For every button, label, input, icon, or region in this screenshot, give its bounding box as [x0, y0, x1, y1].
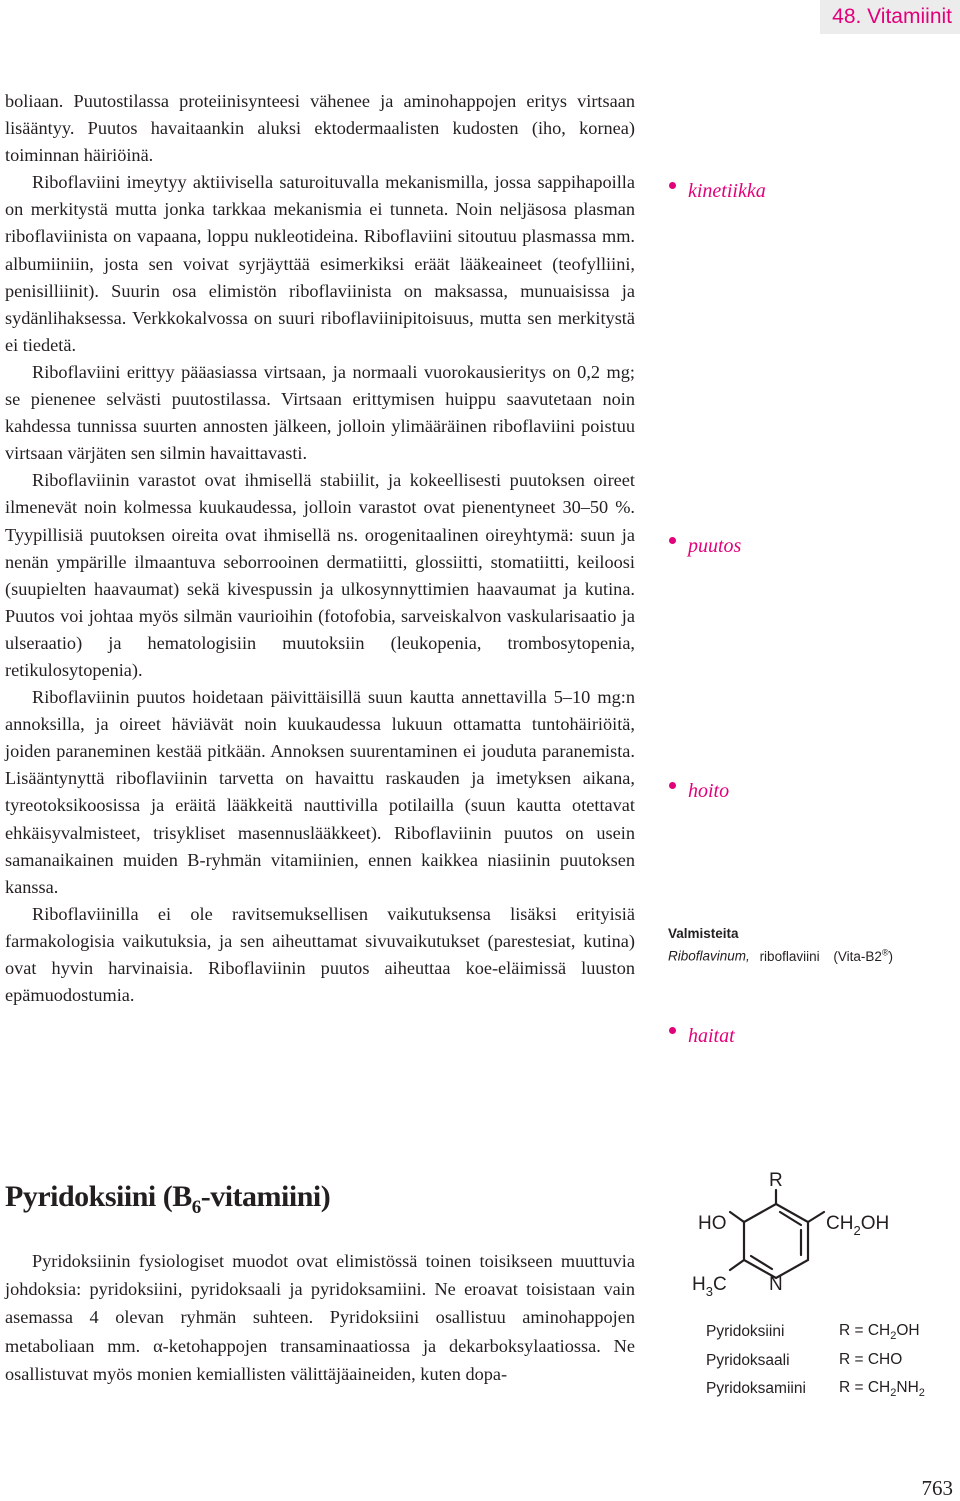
vitamer-r-group: $R = CH_2NH_2$: [839, 1379, 925, 1400]
vitamer-name: Pyridoksiini: [706, 1323, 785, 1341]
margin-note-treatment: [669, 780, 729, 803]
preparation-item: [668, 943, 953, 966]
margin-note-label: kinetiikka: [688, 180, 766, 202]
main-text-column: [5, 88, 635, 1009]
running-head: [820, 0, 960, 34]
paragraph: boliaan. Puutostilassa proteiinisynteesi vähenee ja aminohappojen eritys virtsaan lisääntyy. Puutos havaitaankin aluksi ektodermaalisten kudosten (iho, kornea) toiminnan häiriöinä.: [5, 91, 635, 166]
paragraph: Riboflaviini erittyy pääasiassa virtsaan, ja normaali vuorokausieritys on 0,2 mg; se pienenee selvästi puutostilassa. Virtsaan erittymisen huippu saavutetaan noin kahdessa tunnissa suurten annosten jälkeen, jolloin ylimääräinen riboflaviini poistuu virtsaan värjäten sen silmin havaittavasti.: [5, 361, 635, 464]
bullet-icon: [669, 182, 676, 189]
page-number: 763: [921, 1476, 953, 1500]
section-title: Pyridoksiini $(B_6-vitamiini)$: [5, 1180, 331, 1218]
hydroxyl-label: HO: [698, 1213, 727, 1234]
paragraph: Riboflaviinilla ei ole ravitsemuksellisen vaikutuksensa lisäksi erityisiä farmakologisia vaikutuksia, ja sen aiheuttamat sivuvaikutukset (parestesiat, kutina) ovat hyvin harvinaisia. Riboflaviinin puutos aiheuttaa koe-eläimissä luuston epämuodostumia.: [5, 903, 635, 1006]
nitrogen-label: N: [769, 1274, 783, 1295]
brand-name: (Vita-B2®): [833, 947, 894, 964]
margin-note-kinetics: [669, 180, 766, 203]
margin-note-deficiency: [669, 535, 741, 558]
chapter-title: 48. Vitamiinit: [832, 5, 952, 28]
preparations-box: [668, 924, 953, 966]
bullet-icon: [669, 1027, 676, 1034]
table-row: [706, 1347, 925, 1376]
r-group-label: R: [769, 1170, 783, 1191]
margin-note-label: haitat: [688, 1025, 735, 1047]
table-row: [706, 1318, 925, 1347]
vitamer-r-group: $R = CH_2OH$: [839, 1322, 920, 1343]
paragraph: Riboflaviini imeytyy aktiivisella saturoituvalla mekanismilla, jossa sappihapoilla on merkitystä mutta jonka tarkkaa mekanismia ei tunneta. Noin neljäsosa plasman riboflaviinista on vapaana, loppu nukleotideina. Riboflaviini sitoutuu plasmassa mm. albumiiniin, josta sen voivat syrjäyttää esimerkiksi eräät lääkeaineet (teofylliini, penisilliinit). Suurin osa elimistön riboflaviinista on maksassa, munuaisissa ja sydänlihaksessa. Verkkokalvossa on suuri riboflaviinipitoisuus, mutta sen merkitystä ei tiedetä.: [5, 172, 635, 355]
vitamer-r-group: R = CHO: [839, 1350, 903, 1368]
margin-note-label: puutos: [688, 535, 742, 557]
section-body: [5, 1247, 635, 1388]
vitamer-table: [706, 1318, 925, 1404]
bullet-icon: [669, 537, 676, 544]
bullet-icon: [669, 782, 676, 789]
preparations-heading: Valmisteita: [668, 926, 739, 941]
paragraph: Pyridoksiinin fysiologiset muodot ovat elimistössä toinen toisikseen muuttuvia johdoksia: pyridoksiini, pyridoksaali ja pyridoksamiini. Ne eroavat toisistaan vain asemassa 4 olevan ryhmän suhteen. Pyridoksiini osallistuu aminohappojen metaboliaan mm. α-ketohappojen transaminaatiossa ja dekarboksylaatiossa. Ne osallistuvat myös monien kemiallisten välittäjäaineiden, kuten dopa-: [5, 1251, 635, 1384]
vitamer-name: Pyridoksaali: [706, 1351, 790, 1369]
paragraph: Riboflaviinin varastot ovat ihmisellä stabiilit, ja kokeellisesti puutoksen oireet ilmenevät noin kolmessa kuukaudessa, jolloin varastot ovat pienentyneet 30–50 %. Tyypillisiä puutoksen oireita ovat ihmisellä ns. orogenitaalinen oireyhtymä: suun ja nenän ympärille ilmaantuva seborrooinen dermatiitti, glossiitti, stomatiitti, keiloosi (suupielten haavaumat) sekä kivespussin ja ulkosynnyttimien haavaumat ja kutina. Puutos voi johtaa myös silmän vaurioihin (fotofobia, sarveiskalvon vaskularisaatio ja ulseraatio) ja hematologisiin muutoksiin (leukopenia, trombosytopenia, retikulosytopenia).: [5, 470, 635, 680]
hydroxymethyl-label: $CH_2OH$: [826, 1213, 890, 1238]
pyridine-ring-diagram: [680, 1170, 950, 1320]
table-row: [706, 1375, 925, 1404]
local-name: riboflaviini: [759, 948, 820, 964]
vitamer-name: Pyridoksamiini: [706, 1380, 806, 1398]
generic-name: Riboflavinum,: [668, 948, 750, 964]
pyridoxine-structure: [680, 1170, 950, 1410]
methyl-label: $H_3C$: [692, 1274, 727, 1299]
margin-note-label: hoito: [688, 780, 730, 802]
paragraph: Riboflaviinin puutos hoidetaan päivittäisillä suun kautta annettavilla 5–10 mg:n annoksilla, ja oireet häviävät noin kuukaudessa lukuun ottamatta tuntohäiriöitä, joiden paraneminen kestää pitkään. Annoksen suurentaminen ei jouduta paranemista. Lisääntynyttä riboflaviinin tarvetta on havaittu raskauden ja imetyksen aikana, tyreotoksikoosissa ja eräitä lääkkeitä nauttivilla potilailla (suun kautta otettavat ehkäisyvalmisteet, trisykliset masennuslääkkeet). Riboflaviinin puutos on usein samanaikainen muiden B-ryhmän vitamiinien, ennen kaikkea niasiinin puutoksen kanssa.: [5, 687, 635, 897]
margin-note-adverse: [669, 1025, 735, 1048]
